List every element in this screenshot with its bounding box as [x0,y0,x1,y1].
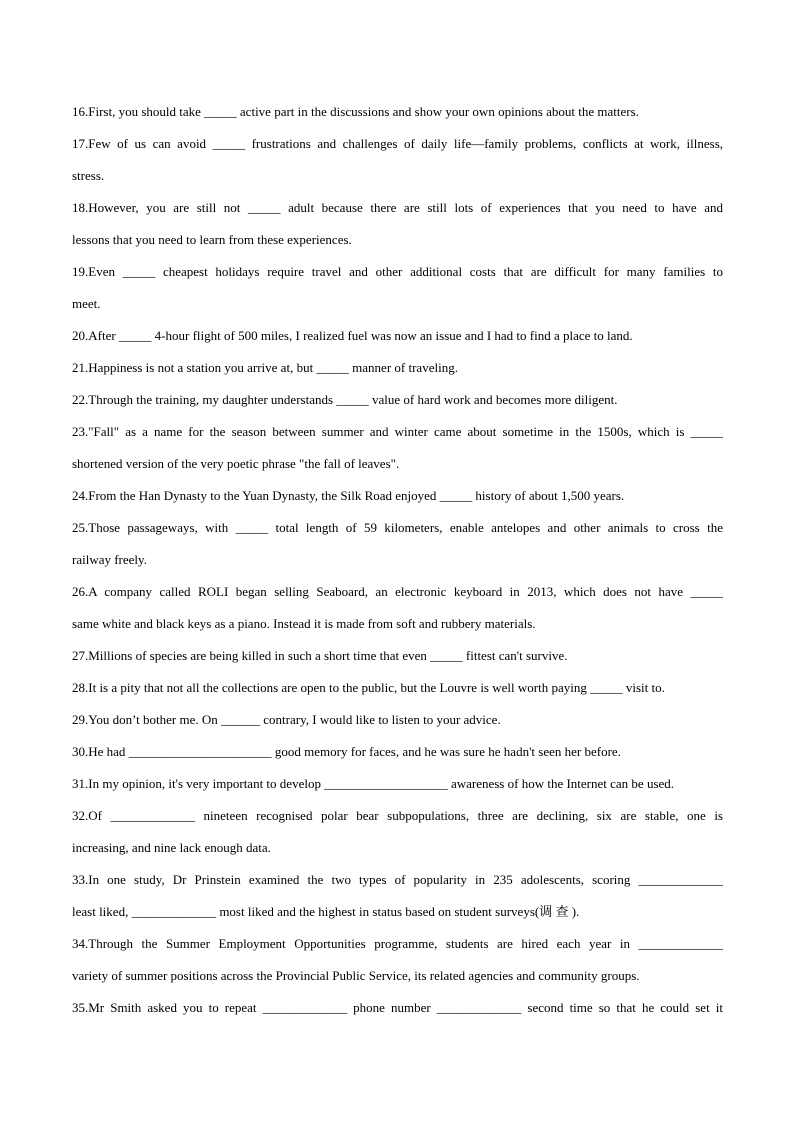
question-text-line: same white and black keys as a piano. Instead it is made from soft and rubbery materials. [72,616,536,631]
question-item [72,768,723,800]
question-item [72,96,723,128]
question-item [72,384,723,416]
question-text-line: 25.Those passageways, with _____ total length of 59 kilometers, enable antelopes and other animals to cross the [72,520,723,535]
question-text-line: 33.In one study, Dr Prinstein examined the two types of popularity in 235 adolescents, scoring _____________ [72,872,723,887]
question-text-line: 27.Millions of species are being killed in such a short time that even _____ fittest can't survive. [72,648,568,663]
question-text-line: 35.Mr Smith asked you to repeat _____________ phone number _____________ second time so that he could set it [72,1000,723,1015]
question-text-line: 19.Even _____ cheapest holidays require travel and other additional costs that are difficult for many families to [72,264,723,279]
question-text-line: 20.After _____ 4-hour flight of 500 miles, I realized fuel was now an issue and I had to find a place to land. [72,328,633,343]
question-item [72,672,723,704]
question-text-line: increasing, and nine lack enough data. [72,840,271,855]
question-text-line: 23."Fall" as a name for the season between summer and winter came about sometime in the 1500s, which is _____ [72,424,723,439]
question-item [72,128,723,192]
question-item [72,416,723,480]
question-item [72,512,723,576]
question-text-line: 34.Through the Summer Employment Opportunities programme, students are hired each year in _____________ [72,936,723,951]
question-item [72,640,723,672]
question-text-line: stress. [72,168,105,183]
question-item [72,352,723,384]
question-item [72,192,723,256]
question-item [72,800,723,864]
question-text-line: variety of summer positions across the Provincial Public Service, its related agencies and community groups. [72,968,640,983]
question-text-line: 24.From the Han Dynasty to the Yuan Dynasty, the Silk Road enjoyed _____ history of about 1,500 years. [72,488,625,503]
question-item [72,736,723,768]
question-text-line: lessons that you need to learn from these experiences. [72,232,352,247]
question-item [72,320,723,352]
question-text-line: 18.However, you are still not _____ adult because there are still lots of experiences that you need to have and [72,200,723,215]
question-text-line: shortened version of the very poetic phrase "the fall of leaves". [72,456,400,471]
question-text-line: railway freely. [72,552,147,567]
question-item [72,480,723,512]
question-text-line: 16.First, you should take _____ active part in the discussions and show your own opinions about the matters. [72,104,639,119]
question-item [72,992,723,1024]
question-text-line: 28.It is a pity that not all the collections are open to the public, but the Louvre is well worth paying _____ visit to. [72,680,665,695]
question-text-line: 17.Few of us can avoid _____ frustrations and challenges of daily life—family problems, conflicts at work, illness, [72,136,723,151]
question-text-line: 32.Of _____________ nineteen recognised polar bear subpopulations, three are declining, six are stable, one is [72,808,723,823]
question-text-line: 30.He had ______________________ good memory for faces, and he was sure he hadn't seen her before. [72,744,621,759]
question-item [72,256,723,320]
question-text-line: least liked, _____________ most liked and the highest in status based on student surveys(调 查 ). [72,904,580,919]
question-text-line: 31.In my opinion, it's very important to develop ___________________ awareness of how the Internet can be used. [72,776,675,791]
question-text-line: 22.Through the training, my daughter understands _____ value of hard work and becomes more diligent. [72,392,618,407]
question-item [72,928,723,992]
question-text-line: meet. [72,296,101,311]
question-item [72,704,723,736]
question-text-line: 21.Happiness is not a station you arrive at, but _____ manner of traveling. [72,360,458,375]
question-text-line: 26.A company called ROLI began selling Seaboard, an electronic keyboard in 2013, which does not have _____ [72,584,723,599]
question-text-line: 29.You don’t bother me. On ______ contrary, I would like to listen to your advice. [72,712,501,727]
question-item [72,864,723,928]
question-item [72,576,723,640]
exercise-page [72,96,723,1024]
